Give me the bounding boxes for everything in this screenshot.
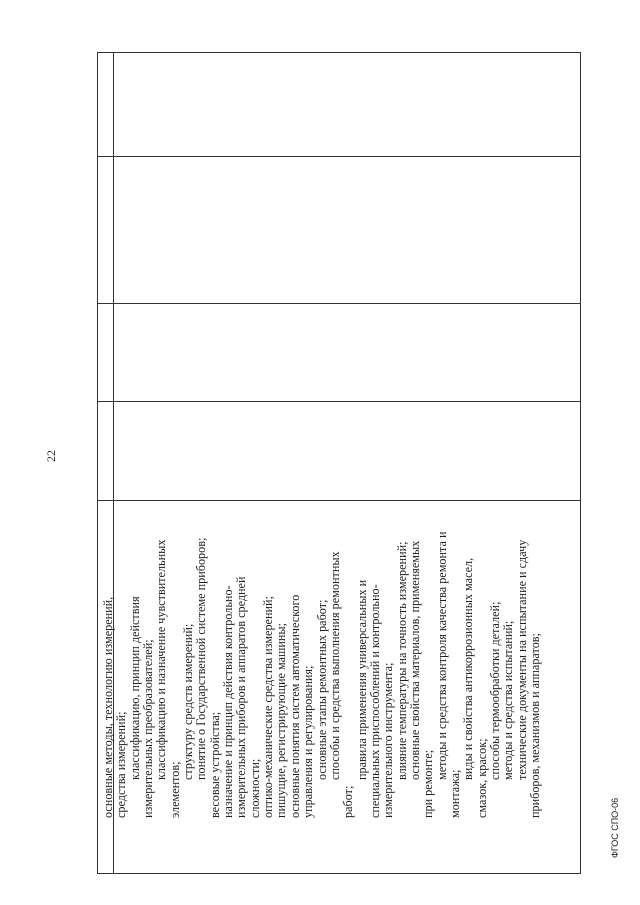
list-line: классификацию, принцип действия — [127, 596, 142, 780]
list-line: способы термообработки деталей; — [487, 601, 502, 780]
list-line: способы и средства выполнения ремонтных — [327, 551, 342, 780]
list-line: методы и средства испытаний; — [501, 620, 516, 780]
list-line: методы и средства контроля качества ремонта и — [434, 531, 449, 780]
list-line: элементов; — [167, 761, 182, 818]
list-line: виды и свойства антикоррозионных масел, — [461, 557, 476, 780]
list-line: работ; — [341, 785, 356, 818]
list-line: оптико-механические средства измерений; — [261, 596, 276, 818]
list-line: монтажа; — [447, 769, 462, 818]
list-line: управления и регулирования; — [301, 665, 316, 818]
list-line: основные методы, технологию измерений, — [101, 596, 115, 818]
page-number: 22 — [44, 450, 58, 462]
list-line: измерительных преобразователей; — [141, 639, 156, 818]
list-line: структуру средств измерений; — [181, 623, 196, 780]
list-line: понятие о Государственной системе приборов; — [194, 537, 209, 780]
list-line: основные этапы ремонтных работ; — [314, 599, 329, 780]
list-line: основные понятия систем автоматического — [287, 594, 302, 818]
list-line: измерительного инструмента; — [381, 662, 396, 818]
list-line: пишущие, регистрирующие машины; — [274, 623, 289, 818]
list-line: назначение и принцип действия контрольно- — [221, 585, 236, 818]
list-line: при ремонте; — [421, 749, 436, 818]
list-line: весовые устройства; — [207, 711, 222, 818]
list-line: специальных приспособлений и контрольно- — [367, 584, 382, 818]
list-line: основные свойства материалов, применяемых — [407, 540, 422, 780]
list-line: технические документы на испытание и сдачу — [514, 539, 529, 780]
list-line: измерительных приборов и аппаратов средней — [234, 576, 249, 818]
list-line: приборов, механизмов и аппаратов; — [528, 633, 542, 818]
list-line: классификацию и назначение чувствительных — [154, 539, 169, 780]
list-line: сложности; — [247, 758, 262, 818]
list-line: влияние температуры на точность измерений; — [394, 541, 409, 780]
list-line: правила применения универсальных и — [354, 579, 369, 780]
knowledge-list — [102, 48, 582, 818]
document-footer: ФГОС СПО-06 — [610, 797, 620, 858]
list-line: средства измерений; — [114, 711, 129, 818]
list-line: смазок, красок; — [474, 738, 489, 818]
